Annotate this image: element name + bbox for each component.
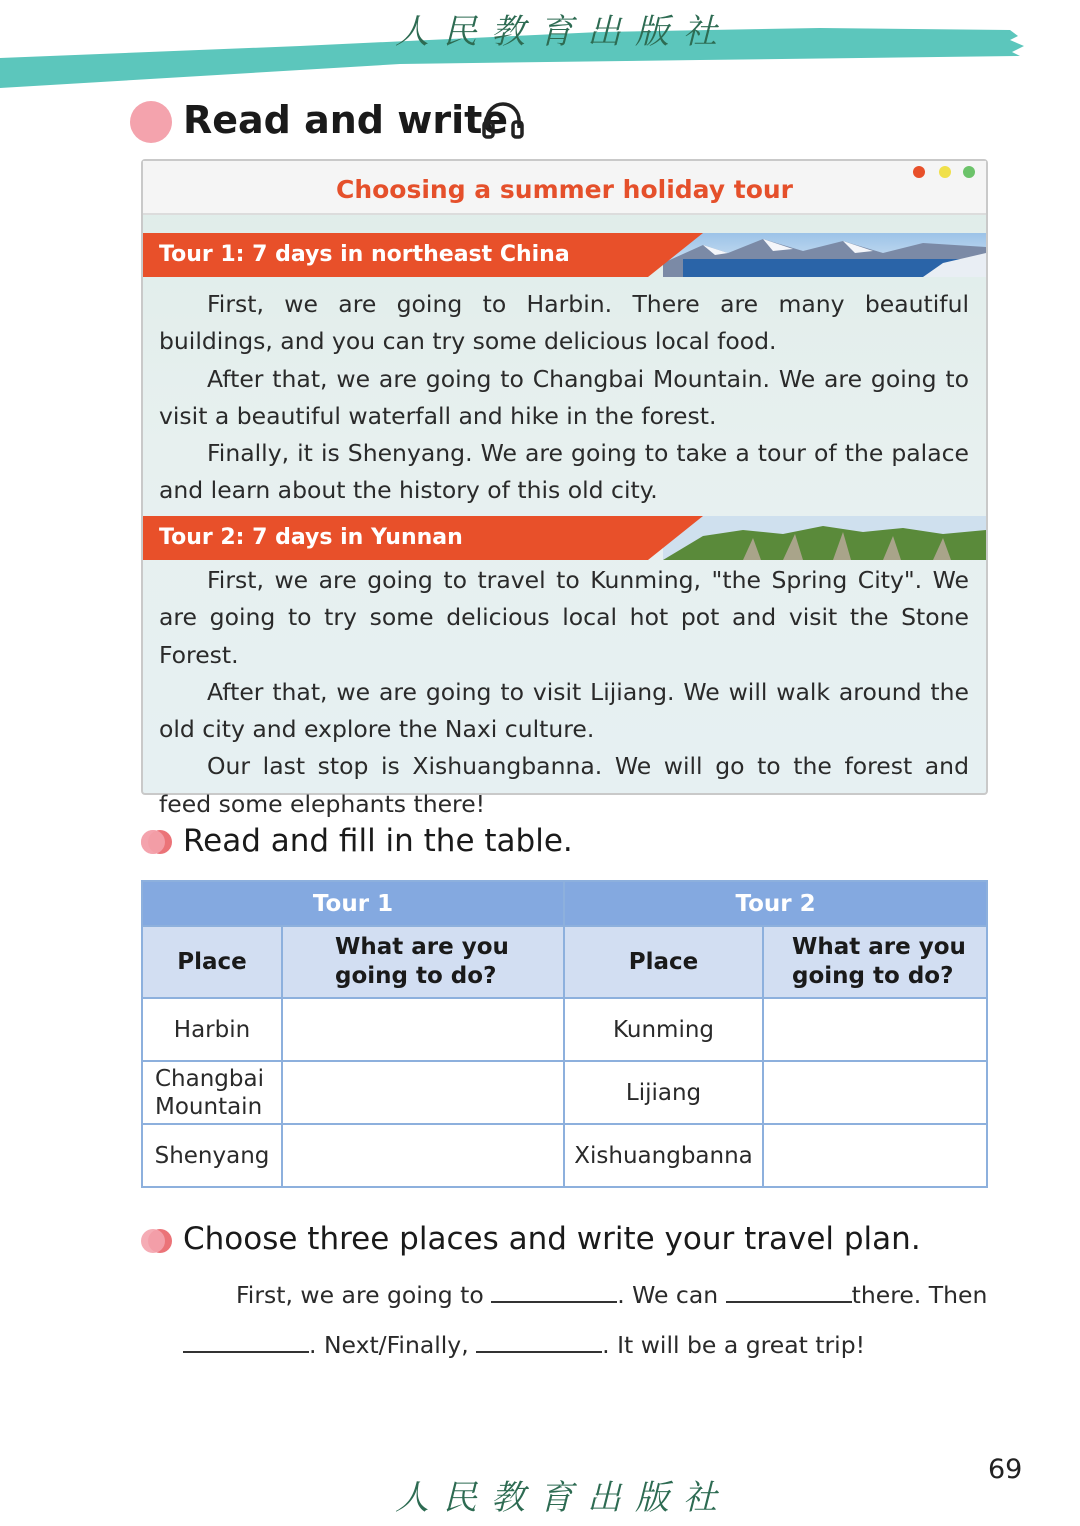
plan-text: . Next/Finally, bbox=[309, 1331, 469, 1359]
section-bullet-icon bbox=[140, 1228, 174, 1254]
card-title: Choosing a summer holiday tour bbox=[335, 175, 794, 204]
section-bullet-icon bbox=[140, 829, 174, 855]
tour2-paragraph: After that, we are going to visit Lijiang. We will walk around the old city and explore the Naxi culture. bbox=[159, 677, 969, 744]
activity-header: What are you going to do? bbox=[282, 926, 564, 998]
place-header: Place bbox=[564, 926, 763, 998]
tour1-paragraph: Finally, it is Shenyang. We are going to take a tour of the palace and learn about the history of this old city. bbox=[159, 439, 969, 505]
plan-text: there. Then bbox=[851, 1281, 988, 1309]
tour2-place-cell: Kunming bbox=[564, 998, 763, 1061]
plan-blank[interactable] bbox=[491, 1281, 617, 1303]
tour2-label: Tour 2: 7 days in Yunnan bbox=[159, 525, 463, 550]
tour1-paragraph: First, we are going to Harbin. There are many beautiful buildings, and you can try some delicious local food. bbox=[159, 290, 969, 356]
tour2-paragraph: Our last stop is Xishuangbanna. We will go to the forest and feed some elephants there! bbox=[159, 752, 969, 818]
plan-text: . It will be a great trip! bbox=[602, 1331, 866, 1359]
page-number: 69 bbox=[988, 1454, 1023, 1485]
plan-line-2 bbox=[183, 1331, 865, 1359]
section-title: Read and write bbox=[183, 98, 509, 142]
publisher-logo-top: 人民教育出版社 bbox=[395, 12, 731, 52]
tour2-activity-blank[interactable] bbox=[763, 1061, 987, 1124]
tour2-activity-blank[interactable] bbox=[763, 998, 987, 1061]
plan-line-1 bbox=[236, 1281, 987, 1309]
tour1-activity-blank[interactable] bbox=[282, 1124, 564, 1187]
tour1-place-cell: Changbai Mountain bbox=[142, 1061, 282, 1124]
tour1-text bbox=[159, 286, 969, 510]
fill-in-table bbox=[141, 880, 988, 1188]
plan-blank[interactable] bbox=[183, 1331, 309, 1353]
tour1-label: Tour 1: 7 days in northeast China bbox=[159, 242, 570, 267]
plan-blank[interactable] bbox=[476, 1331, 602, 1353]
plan-heading: Choose three places and write your travel plan. bbox=[183, 1221, 921, 1257]
tour1-header: Tour 1 bbox=[142, 881, 564, 926]
tour1-place-cell: Shenyang bbox=[142, 1124, 282, 1187]
publisher-logo-bottom: 人民教育出版社 bbox=[395, 1478, 731, 1518]
plan-text: . We can bbox=[617, 1281, 719, 1309]
tour2-place-cell: Xishuangbanna bbox=[564, 1124, 763, 1187]
reading-card bbox=[141, 159, 988, 818]
tour2-header: Tour 2 bbox=[564, 881, 987, 926]
tour1-activity-blank[interactable] bbox=[282, 998, 564, 1061]
tour2-activity-blank[interactable] bbox=[763, 1124, 987, 1187]
activity-header: What are you going to do? bbox=[763, 926, 987, 998]
card-title-bar bbox=[143, 161, 986, 215]
tour2-paragraph: First, we are going to travel to Kunming, "the Spring City". We are going to try some delicious local hot pot and visit the Stone Forest. bbox=[159, 566, 969, 669]
plan-blank[interactable] bbox=[726, 1281, 852, 1303]
tour1-paragraph: After that, we are going to Changbai Mountain. We are going to visit a beautiful waterfall and hike in the forest. bbox=[159, 364, 969, 430]
table-heading: Read and fill in the table. bbox=[183, 823, 573, 859]
section-dot-icon bbox=[130, 101, 172, 143]
tour2-text bbox=[159, 562, 969, 823]
tour1-place-cell: Harbin bbox=[142, 998, 282, 1061]
headphones-icon[interactable] bbox=[482, 100, 524, 140]
plan-text: First, we are going to bbox=[236, 1281, 484, 1309]
tour2-place-cell: Lijiang bbox=[564, 1061, 763, 1124]
place-header: Place bbox=[142, 926, 282, 998]
tour1-activity-blank[interactable] bbox=[282, 1061, 564, 1124]
